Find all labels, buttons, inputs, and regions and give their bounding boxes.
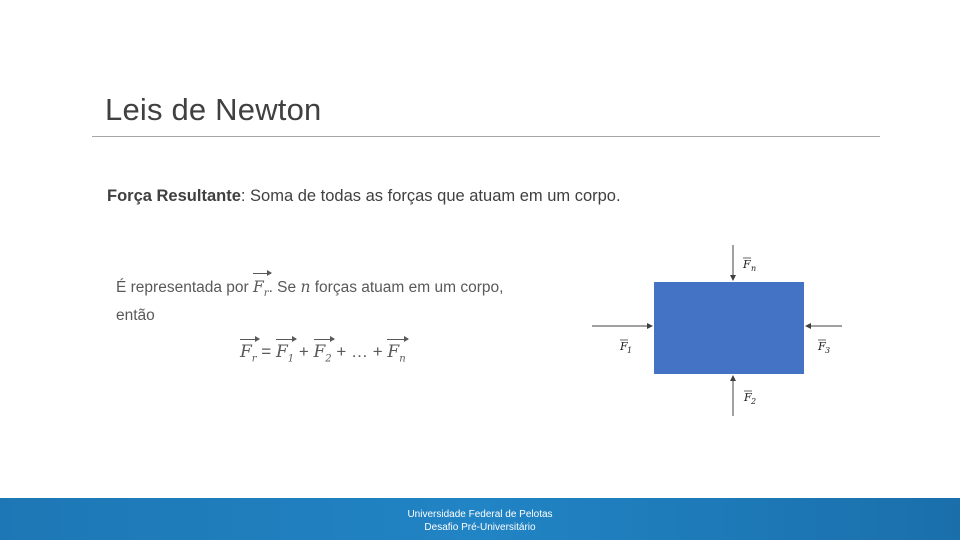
equation-term-f2: $F_2$ [313,342,332,365]
slide-title: Leis de Newton [105,92,322,127]
body-block [654,282,804,374]
footer-text [0,508,960,534]
definition-text [107,187,621,206]
footer-program: Desafio Pré-Universitário [424,522,536,533]
svg-text:n: n [751,264,757,273]
definition-body: : Soma de todas as forças que atuam em um corpo. [240,187,621,205]
svg-text:2: 2 [751,397,757,406]
label-f2 [743,391,756,406]
svg-text:F: F [620,340,628,353]
title-divider [92,136,880,137]
label-f1 [619,340,632,355]
representation-middle: . Se [268,279,301,296]
plus-sign: + [294,342,314,361]
label-f3 [817,340,830,355]
force-diagram [585,240,850,420]
resultant-vector-symbol: $F_r$ [253,276,269,305]
equation-term-fr: $F_r$ [240,342,257,365]
footer-university: Universidade Federal de Pelotas [407,509,553,520]
definition-term: Força Resultante [107,187,241,205]
svg-text:F: F [743,258,751,271]
representation-text [116,276,536,327]
label-fn [742,258,756,273]
svg-text:F: F [818,340,826,353]
svg-text:1: 1 [627,346,633,355]
plus-ellipsis: + … + [331,342,388,361]
equals-sign: = [256,342,276,361]
n-variable: n [300,278,311,296]
equation-term-fn: $F_n$ [387,342,406,365]
svg-text:F: F [744,391,752,404]
equation-term-f1: $F_1$ [275,342,295,365]
svg-text:3: 3 [825,346,831,355]
resultant-force-equation [240,342,406,364]
representation-prefix: É representada por [116,279,254,296]
representation-suffix: forças atuam em um corpo, então [116,279,504,325]
